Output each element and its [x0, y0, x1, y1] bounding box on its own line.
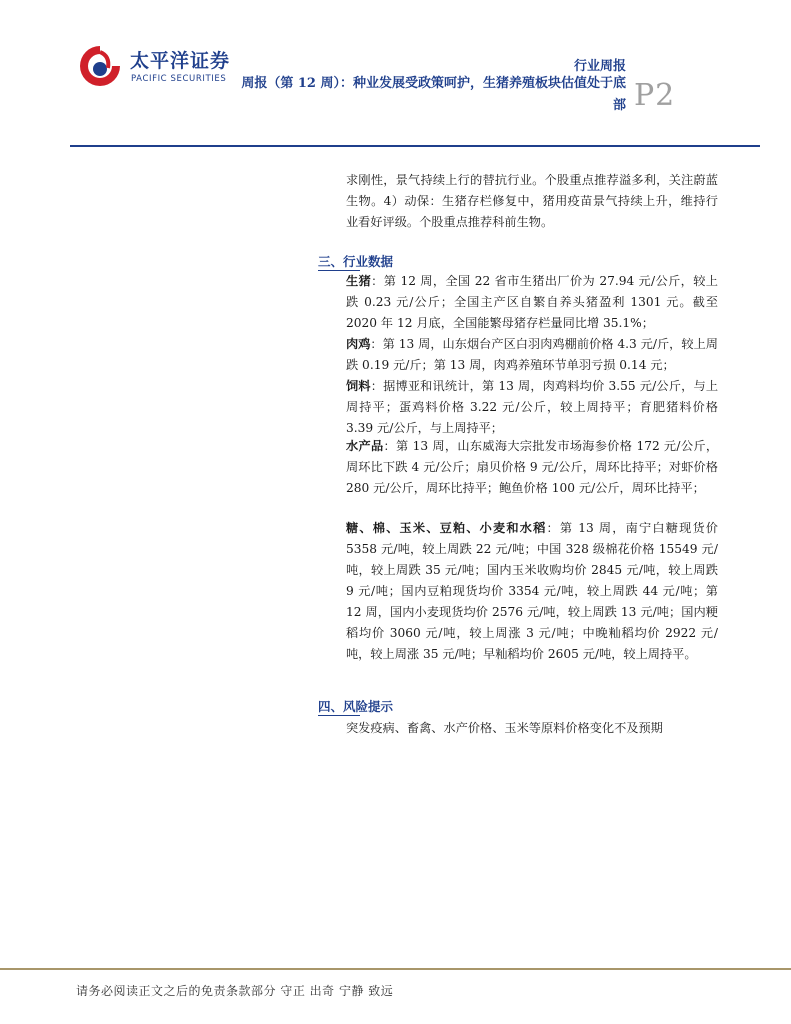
footer-disclaimer: 请务必阅读正文之后的免责条款部分 守正 出奇 宁静 致远: [76, 984, 394, 998]
pacific-securities-logo-icon: [76, 42, 124, 90]
report-title: 周报（第 12 周）：种业发展受政策呵护，生猪养殖板块估值处于底部: [241, 76, 626, 113]
industry-data-item-broiler: [346, 334, 718, 376]
page-number: P2: [634, 78, 676, 113]
report-type: 行业周报: [573, 59, 626, 74]
item-label: 生猪: [346, 274, 372, 288]
industry-data-item-feed: [346, 376, 718, 439]
item-text: ：第 12 周，全国 22 省市生猪出厂价为 27.94 元/公斤，较上跌 0.23 元/公斤；全国主产区自繁自养头猪盈利 1301 元。截至 2020 年 12 月底，全国能繁母猪存栏量同比增 35.1%；: [346, 274, 718, 330]
section-heading-industry-data: 三、行业数据: [318, 254, 394, 269]
item-text: ：第 13 周，山东威海大宗批发市场海参价格 172 元/公斤，周环比下跌 4 元/公斤；扇贝价格 9 元/公斤，周环比持平；对虾价格 280 元/公斤，周环比持平；鲍鱼价格 100 元/公斤，周环比持平；: [346, 439, 719, 495]
header-divider: [70, 145, 760, 147]
continuation-text: 求刚性，景气持续上行的替抗行业。个股重点推荐溢多利，关注蔚蓝生物。4）动保：生猪存栏修复中，猪用疫苗景气持续上升，维持行业看好评级。个股重点推荐科前生物。: [346, 173, 718, 229]
continuation-paragraph: [346, 170, 718, 233]
section-heading-risk: 四、风险提示: [318, 699, 394, 714]
industry-data-item-hog: [346, 271, 718, 334]
item-text: ：第 13 周，南宁白糖现货价 5358 元/吨，较上周跌 22 元/吨；中国 328 级棉花价格 15549 元/吨，较上周跌 35 元/吨；国内玉米收购均价 2845 元/吨，较上周跌 9 元/吨；国内豆粕现货均价 3354 元/吨，较上周跌 44 元/吨；第 12 周，国内小麦现货均价 2576 元/吨，较上周跌 13 元/吨；国内粳稻均价 3060 元/吨，较上周涨 3 元/吨；中晚籼稻均价 2922 元/吨，较上周涨 35 元/吨；早籼稻均价 2605 元/吨，较上周持平。: [346, 521, 718, 661]
item-label: 肉鸡: [346, 337, 371, 351]
item-label: 水产品: [346, 439, 384, 453]
industry-data-item-aquatic: [346, 436, 718, 499]
risk-text: 突发疫病、畜禽、水产价格、玉米等原料价格变化不及预期: [346, 721, 663, 735]
section-underline: [318, 715, 360, 716]
logo-chinese-name: 太平洋证券: [130, 50, 231, 72]
company-logo: [76, 42, 231, 92]
item-text: ：据博亚和讯统计，第 13 周，肉鸡料均价 3.55 元/公斤，与上周持平；蛋鸡料价格 3.22 元/公斤，较上周持平；育肥猪料价格 3.39 元/公斤，与上周持平；: [346, 379, 719, 435]
industry-data-item-commodities: [346, 518, 718, 665]
footer-divider: [0, 968, 791, 970]
logo-english-name: PACIFIC SECURITIES: [131, 74, 227, 84]
item-label: 饲料: [346, 379, 371, 393]
item-text: ：第 13 周，山东烟台产区白羽肉鸡棚前价格 4.3 元/斤，较上周跌 0.19 元/斤；第 13 周，肉鸡养殖环节单羽亏损 0.14 元；: [346, 337, 718, 372]
item-label: 糖、棉、玉米、豆粕、小麦和水稻: [346, 521, 547, 535]
